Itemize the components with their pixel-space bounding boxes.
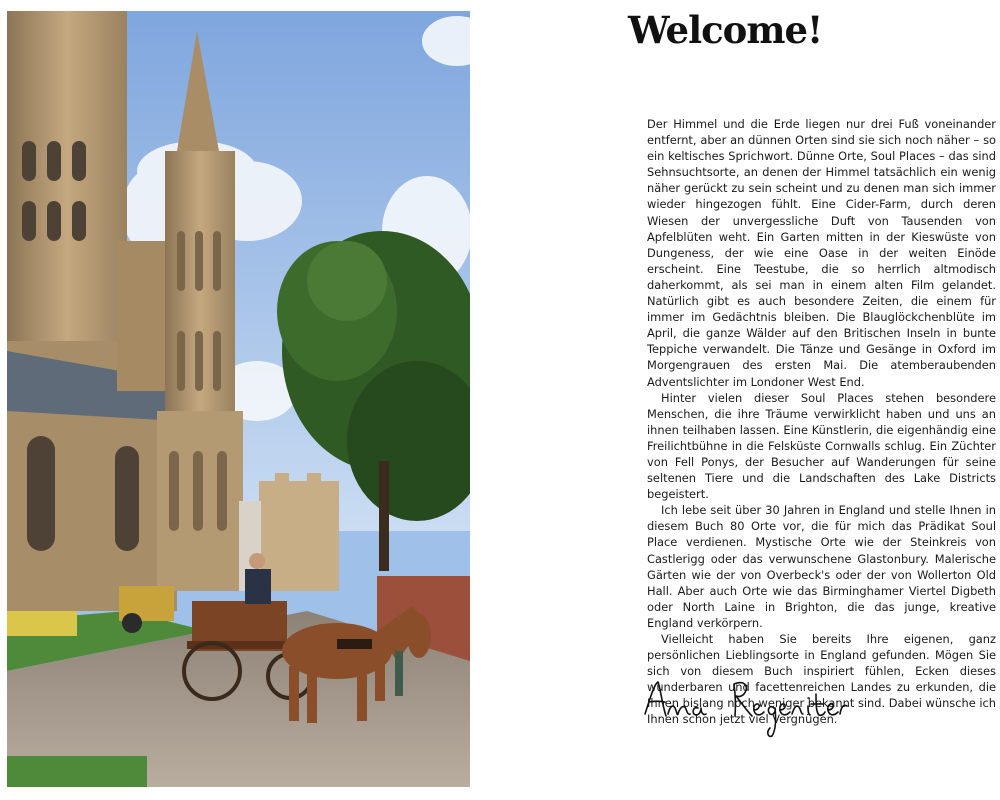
cathedral-photo: [7, 11, 470, 787]
paragraph: Der Himmel und die Erde liegen nur drei Fuß voneinander entfernt, aber an dünnen Orten sind sie sich noch näher – so ein keltisches Sprichwort. Dünne Orte, Soul Places – das sind Sehnsuchtsorte, an denen der Himmel tatsächlich ein wenig näher gerückt zu sein scheint und zu denen man sich immer wieder hingezogen fühlt. Eine Cider-Farm, durch deren Wiesen der unvergessliche Duft von Tausenden von Apfelblüten weht. Ein Garten mitten in der Kieswüste von Dungeness, der wie eine Oase in der weiten Einöde erscheint. Eine Teestube, die so herrlich altmodisch daherkommt, als sei man in einem alten Film gelandet. Natürlich gibt es auch besondere Zeiten, die einem für immer im Gedächtnis bleiben. Die Blauglöckchenblüte im April, die ganze Wälder auf den Britischen Inseln in bunte Teppiche verwandelt. Die Tänze und Gesänge in Oxford im Morgengrauen des ersten Mai. Die atemberaubenden Adventslichter im Londoner West End.: [647, 117, 996, 389]
cathedral: [7, 11, 243, 611]
body-text: [647, 116, 996, 728]
welcome-heading: Welcome!: [628, 8, 823, 52]
paragraph: Ich lebe seit über 30 Jahren in England und stelle Ihnen in diesem Buch 80 Orte vor, die für mich das Prädikat Soul Place verdienen. Mystische Orte wie der Steinkreis von Castlerigg oder das verwunschene Glastonbury. Malerische Gärten wie der von Overbeck's oder der von Wollerton Old Hall. Aber auch Orte wie das Birminghamer Viertel Digbeth oder North Laine in Brighton, die das junge, kreative England verkörpern.: [647, 503, 996, 630]
paragraph: Vielleicht haben Sie bereits Ihre eigenen, ganz persönlichen Lieblingsorte in England gefunden. Mögen Sie sich von diesem Buch inspiriert fühlen, Ecken dieses wunderbaren und facettenreichen Landes zu erkunden, die Ihnen bislang noch weniger bekannt sind. Dabei wünsche ich Ihnen schon jetzt viel Vergnügen.: [647, 632, 996, 727]
cathedral-photo-illustration: [7, 11, 470, 787]
paragraph: Hinter vielen dieser Soul Places stehen besondere Menschen, die ihre Träume verwirklicht haben und uns an ihnen teilhaben lassen. Eine Künstlerin, die eigenhändig eine Freilichtbühne in die Felsküste Cornwalls schlug. Ein Züchter von Fell Ponys, der Besucher auf Wanderungen für seine seltenen Tiere und die Landschaften des Lake Districts begeistert.: [647, 390, 996, 502]
author-signature: [640, 674, 870, 744]
